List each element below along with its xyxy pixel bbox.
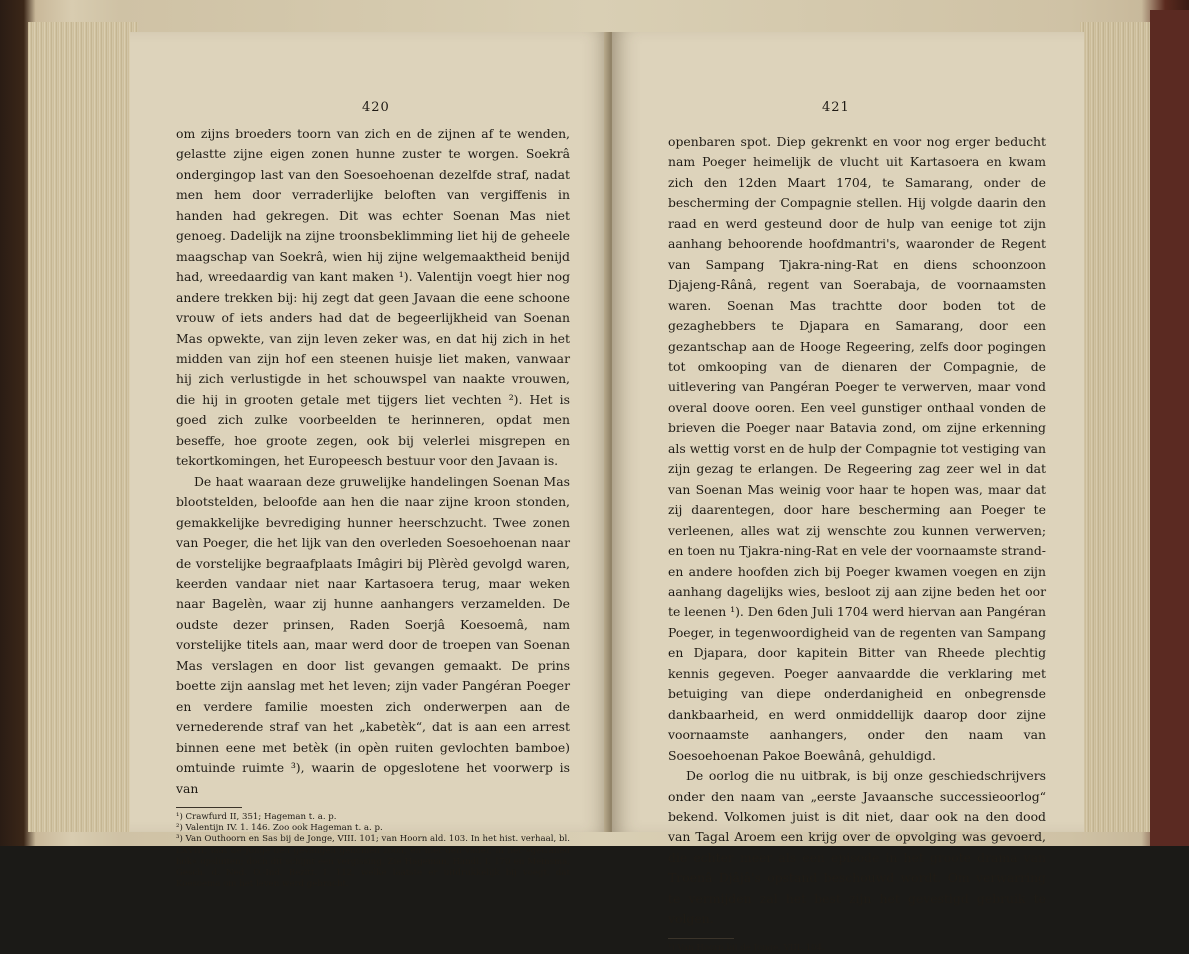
paragraph: De oorlog die nu uitbrak, is bij onze geschiedschrijvers onder den naam van „eerste Javaansche successieoorlog“ bekend. Volkomen juist is dit niet, daar ook na den dood van Tagal Aroem een krijg over de opvolging was gevoerd, die echter meer als een episode in het groote drama van Troenâ Djâjâ's opstand beschouwd wordt. Om verwarring te vermijden zal het best zijn het gevestigd gebruik te volgen. — [668, 768, 1046, 927]
footnotes — [668, 943, 1046, 954]
page-number: 421 — [822, 100, 850, 115]
paragraph: openbaren spot. Diep gekrenkt en voor nog erger beducht nam Poeger heimelijk de vlucht uit Kartasoera en kwam zich den 12den Maart 1704, te Samarang, onder de bescherming der Compagnie stellen. Hij volgde daarin den raad en werd gesteund door de hulp van eenige tot zijn aanhang behoorende hoofdmantri's, waaronder de Regent van Sampang Tjakra-ning-Rat en diens schoonzoon Djajeng-Rânâ, regent van Soerabaja, de voornaamsten waren. Soenan Mas trachtte door boden tot de gezaghebbers te Djapara en Samarang, door een gezantschap aan de Hooge Regeering, zelfs door pogingen tot omkooping van de dienaren der Compagnie, de uitlevering van Pangéran Poeger te verwerven, maar vond overal doove ooren. Een veel gunstiger onthaal vonden de brieven die Poeger naar Batavia zond, om zijne erkenning als wettig vorst en de hulp der Compagnie tot vestiging van zijn gezag te erlangen. De Regeering zag zeer wel in dat van Soenan Mas weinig voor haar te hopen was, maar dat zij daarentegen, door hare bescherming aan Poeger te verleenen, alles wat zij wenschte zou kunnen verwerven; en toen nu Tjakra-ning-Rat en vele der voornaamste strand- en andere hoofden zich bij Poeger kwamen voegen en zijn aanhang dagelijks wies, besloot zij aan zijne beden het oor te leenen ¹). Den 6den Juli 1704 werd hiervan aan Pangéran Poeger, in tegenwoordigheid van de regenten van Sampang en Djapara, door kapitein Bitter van Rheede plechtig kennis gegeven. Poeger aanvaardde die verklaring met betuiging van diepe onderdanigheid en onbegrensde dankbaarheid, en werd onmiddellijk daarop door zijne voornaamste aanhangers, onder den naam van Soesoehoenan Pakoe Boewânâ, gehuldigd. — [668, 134, 1046, 763]
footnote: ²) Valentijn IV. 1. 146. Zoo ook Hageman t. a. p. — [176, 823, 383, 834]
book-cover — [1150, 10, 1189, 846]
paragraph: De haat waaraan deze gruwelijke handelingen Soenan Mas blootstelden, beloofde aan hen die naar zijne kroon stonden, gemakkelijke bevrediging hunner heerschzucht. Twee zonen van Poeger, die het lijk van den overleden Soesoehoenan naar de vorstelijke begraafplaats Imâgiri bij Plèrèd gevolgd waren, keerden vandaar niet naar Kartasoera terug, maar weken naar Bagelèn, waar zij hunne aanhangers verzamelden. De oudste dezer prinsen, Raden Soerjâ Koesoemâ, nam vorstelijke titels aan, maar werd door de troepen van Soenan Mas verslagen en door list gevangen gemaakt. De prins boette zijn aanslag met het leven; zijn vader Pangéran Poeger en verdere familie moesten zich onderwerpen aan de vernederende straf van het „kabetèk“, dat is aan een arrest binnen eene met betèk (in opèn ruiten gevlochten bamboe) omtuinde ruimte ³), waarin de opgeslotene het voorwerp is van — [176, 473, 570, 796]
page-number: 420 — [362, 100, 390, 115]
footnotes — [176, 812, 570, 890]
footnote: ¹) Crawfurd II, 351; Hageman t. a. p. — [176, 811, 337, 822]
paragraph: om zijns broeders toorn van zich en de zijnen af te wenden, gelastte zijne eigen zonen hunne zuster te worgen. Soekrâ ondergingop last van den Soesoehoenan dezelfde straf, nadat men hem door verraderlijke beloften van vergiffenis in handen had gekregen. Dit was echter Soenan Mas niet genoeg. Dadelijk na zijne troonsbeklimming liet hij de geheele maagschap van Soekrâ, wien hij zijne welgemaaktheid benijd had, wreedaardig van kant maken ¹). Valentijn voegt hier nog andere trekken bij: hij zegt dat geen Javaan die eene schoone vrouw of iets anders had dat de begeerlijkheid van Soenan Mas opwekte, van zijn leven zeker was, en dat hij zich in het midden van zijn hof een steenen huisje liet maken, vanwaar hij zich verlustigde in het schouwspel van naakte vrouwen, die hij in grooten getale met tijgers liet vechten ²). Het is goed zich zulke voorbeelden te herinneren, opdat men beseffe, hoe groote zegen, ook bij velerlei misgrepen en tekortkomingen, het Europeesch bestuur voor den Javaan is. — [176, 126, 570, 469]
right-page-edges — [1080, 22, 1155, 832]
right-page — [612, 32, 1084, 953]
footnote: ¹) Van Hoorn bij de Jonge, VIII. 104. — [668, 942, 825, 953]
footnote-rule — [176, 807, 242, 808]
footnote: ³) Van Outhoorn en Sas bij de Jonge, VIII. 101; van Hoorn ald. 103. In het hist. verhaal, bl. LXVIII, laat de Jonge den gevangen genomen zoon, en niet den vader, in het »getralied hok« opsluiten; doch dit schijnt een vergissing. Zie Hageman, Handl. I. 170 en Meinsma, Gesch. d. Ned. O.-Ind. Bezitt. I. 112, welke laatste er uitdrukkelijk bij voegt, dat Koesoema om het leven werd gebracht. — [176, 834, 570, 890]
page-body — [668, 132, 1046, 954]
left-page — [130, 32, 610, 890]
left-page-edges — [28, 22, 138, 832]
footnote-rule — [668, 938, 734, 939]
page-body — [176, 124, 570, 890]
